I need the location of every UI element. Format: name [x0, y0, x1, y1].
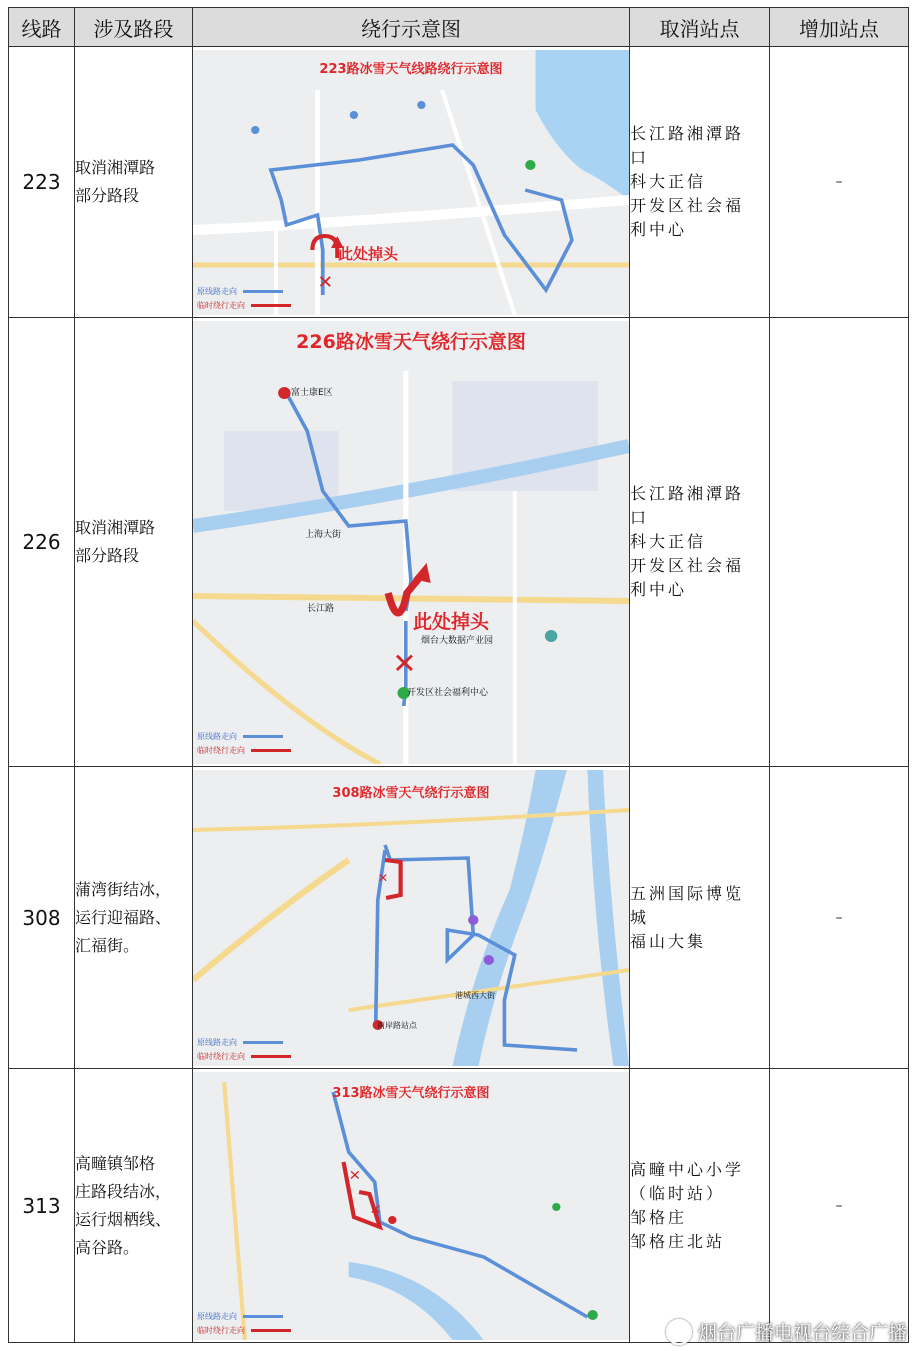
- detour-map-313: [193, 1072, 629, 1340]
- map-legend: [197, 730, 291, 758]
- map-label: 南岸路站点: [377, 1020, 417, 1030]
- map-label: 烟台大数据产业园: [421, 635, 494, 646]
- map-graphic: [193, 50, 629, 315]
- map-label: 港城西大街: [455, 990, 495, 1000]
- map-legend: [197, 1310, 291, 1338]
- map-label: 开发区社会福利中心: [407, 687, 489, 698]
- map-legend: [197, 285, 291, 313]
- segment-text: 蒲湾街结冰，: [75, 879, 172, 899]
- map-cell: [193, 767, 630, 1069]
- legend-original-label: 原线路走向: [197, 732, 237, 741]
- header-segment: 涉及路段: [75, 8, 193, 47]
- segment-cell: [75, 1069, 193, 1343]
- cancel-stop-text: 邹格庄: [630, 1207, 688, 1227]
- header-cancel: 取消站点: [630, 8, 770, 47]
- svg-text:✕: ✕: [392, 646, 417, 680]
- cancel-stop-text: 高疃中心小学: [630, 1159, 745, 1179]
- segment-text: 运行烟栖线、: [75, 1209, 172, 1229]
- cancel-stop-text: 口: [630, 508, 650, 527]
- line-number: 308: [9, 767, 75, 1069]
- line-number: 223: [9, 47, 75, 318]
- map-title: 313路冰雪天气绕行示意图: [332, 1085, 490, 1101]
- map-label: 上海大街: [305, 529, 342, 540]
- add-cell: –: [770, 767, 909, 1069]
- cancel-stop-text: 福山大集: [630, 931, 707, 951]
- legend-temporary-label: 临时绕行走向: [197, 746, 245, 755]
- map-legend: [197, 1036, 291, 1064]
- segment-cell: [75, 767, 193, 1069]
- detour-map-223: [193, 50, 629, 315]
- segment-text: 运行迎福路、: [75, 907, 172, 927]
- uturn-label: 此处掉头: [413, 610, 490, 633]
- segment-text: 部分路段: [75, 186, 140, 205]
- cancel-stop-text: 利中心: [630, 220, 688, 239]
- segment-text: 庄路段结冰，: [75, 1181, 172, 1201]
- map-cell: [193, 1069, 630, 1343]
- add-cell: –: [770, 47, 909, 318]
- table-row: [9, 1069, 909, 1343]
- legend-temporary-label: 临时绕行走向: [197, 1326, 245, 1335]
- segment-text: 取消湘潭路: [75, 518, 156, 537]
- cancel-cell: [630, 47, 770, 318]
- line-number: 313: [9, 1069, 75, 1343]
- cancel-stop-text: 开发区社会福: [630, 196, 745, 215]
- watermark-text: 烟台广播电视台综合广播: [697, 1322, 907, 1344]
- legend-original-label: 原线路走向: [197, 1038, 237, 1047]
- detour-map-308: [193, 770, 629, 1066]
- uturn-label: 此处掉头: [338, 244, 399, 263]
- segment-text: 取消湘潭路: [75, 158, 156, 177]
- cancel-stop-text: 科大正信: [630, 172, 707, 191]
- table-row: [9, 767, 909, 1069]
- map-title: 223路冰雪天气线路绕行示意图: [319, 61, 503, 77]
- line-number: 226: [9, 318, 75, 767]
- svg-text:✕: ✕: [369, 1201, 382, 1218]
- add-cell: –: [770, 1069, 909, 1343]
- map-label: 富士康E区: [291, 387, 333, 398]
- map-label: 长江路: [307, 603, 335, 614]
- cancel-stop-text: 利中心: [630, 580, 688, 599]
- segment-text: 部分路段: [75, 546, 140, 565]
- svg-text:✕: ✕: [317, 271, 334, 293]
- legend-temporary-label: 临时绕行走向: [197, 301, 245, 310]
- map-graphic: [193, 1072, 629, 1340]
- map-cell: [193, 318, 630, 767]
- header-map: 绕行示意图: [193, 8, 630, 47]
- cancel-stop-text: 五洲国际博览: [630, 883, 745, 903]
- segment-cell: [75, 47, 193, 318]
- detour-map-226: [193, 321, 629, 764]
- cancel-stop-text: 开发区社会福: [630, 556, 745, 575]
- segment-text: 高疃镇邹格: [75, 1153, 156, 1173]
- cancel-stop-text: 科大正信: [630, 532, 707, 551]
- header-add: 增加站点: [770, 8, 909, 47]
- header-row: [9, 8, 909, 47]
- legend-original-label: 原线路走向: [197, 287, 237, 296]
- cancel-cell: [630, 767, 770, 1069]
- cancel-stop-text: 长江路湘潭路: [630, 484, 745, 503]
- weibo-icon: [666, 1319, 692, 1345]
- detour-table: [8, 7, 909, 1343]
- watermark: [666, 1318, 907, 1345]
- segment-text: 高谷路。: [75, 1237, 140, 1257]
- header-line: 线路: [9, 8, 75, 47]
- add-cell: [770, 318, 909, 767]
- cancel-stop-text: 邹格庄北站: [630, 1231, 726, 1251]
- map-cell: [193, 47, 630, 318]
- svg-text:✕: ✕: [377, 870, 389, 885]
- cancel-stop-text: 城: [630, 907, 650, 927]
- cancel-stop-text: 口: [630, 148, 650, 167]
- cancel-stop-text: （临时站）: [630, 1183, 726, 1203]
- segment-cell: [75, 318, 193, 767]
- table-row: [9, 318, 909, 767]
- table-row: [9, 47, 909, 318]
- svg-text:✕: ✕: [348, 1167, 361, 1184]
- segment-text: 汇福街。: [75, 935, 140, 955]
- cancel-stop-text: 长江路湘潭路: [630, 124, 745, 143]
- legend-temporary-label: 临时绕行走向: [197, 1052, 245, 1061]
- cancel-cell: [630, 1069, 770, 1343]
- map-title: 308路冰雪天气绕行示意图: [332, 785, 490, 801]
- legend-original-label: 原线路走向: [197, 1312, 237, 1321]
- cancel-cell: [630, 318, 770, 767]
- map-title: 226路冰雪天气绕行示意图: [296, 330, 526, 353]
